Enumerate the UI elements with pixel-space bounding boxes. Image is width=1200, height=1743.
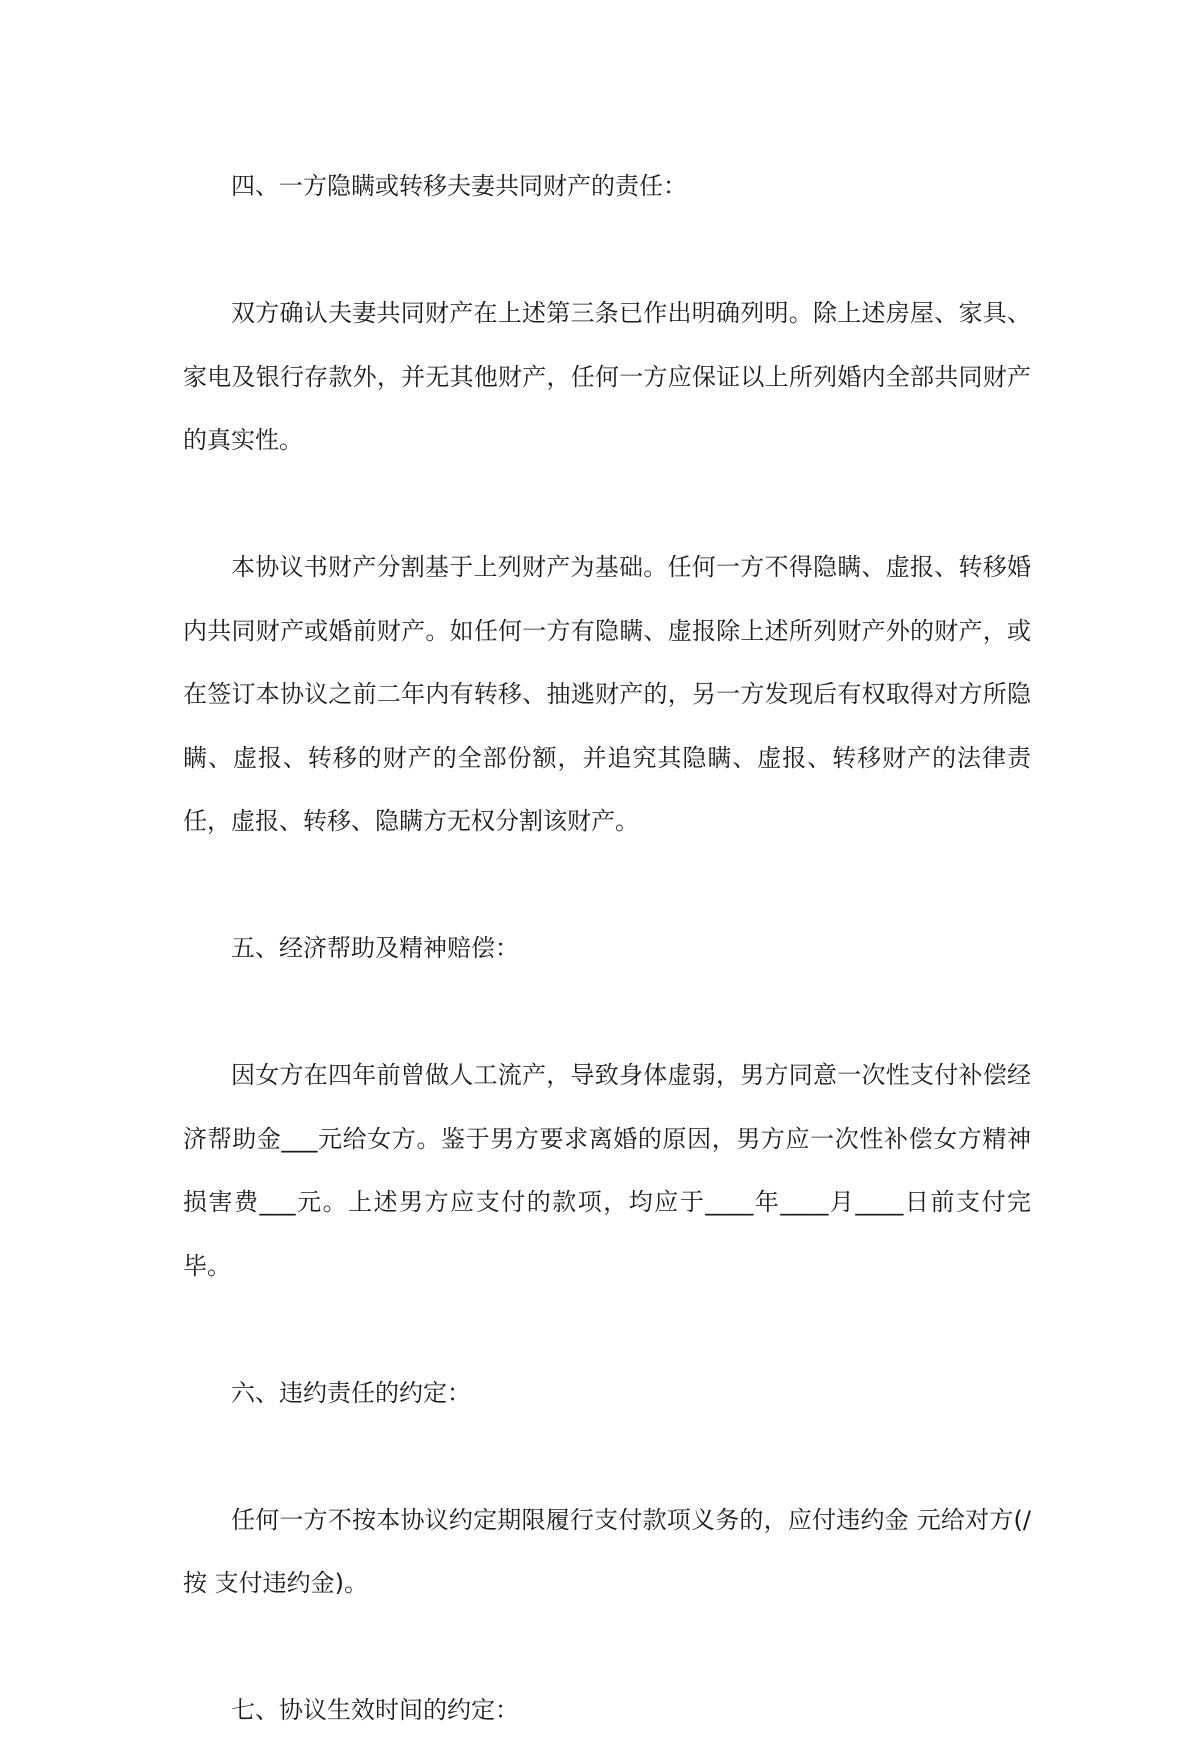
section-4-heading: 四、一方隐瞒或转移夫妻共同财产的责任： bbox=[231, 172, 687, 200]
section-7-heading: 七、协议生效时间的约定： bbox=[231, 1696, 519, 1724]
section-4-paragraph-2: 本协议书财产分割基于上列财产为基础。任何一方不得隐瞒、虚报、转移婚内共同财产或婚前财产。如任何一方有隐瞒、虚报除上述所列财产外的财产，或在签订本协议之前二年内有转移、抽逃财产的，另一方发现后有权取得对方所隐瞒、虚报、转移的财产的全部份额，并追究其隐瞒、虚报、转移财产的法律责任，虚报、转移、隐瞒方无权分割该财产。 bbox=[183, 553, 1031, 835]
document-page bbox=[183, 155, 1031, 1743]
section-6-heading: 六、违约责任的约定： bbox=[231, 1378, 471, 1407]
section-5-heading: 五、经济帮助及精神赔偿： bbox=[231, 934, 519, 962]
section-4-paragraph-1: 双方确认夫妻共同财产在上述第三条已作出明确列明。除上述房屋、家具、家电及银行存款外，并无其他财产，任何一方应保证以上所列婚内全部共同财产的真实性。 bbox=[183, 299, 1031, 454]
section-5-paragraph-1: 因女方在四年前曾做人工流产，导致身体虚弱，男方同意一次性支付补偿经济帮助金___元给女方。鉴于男方要求离婚的原因，男方应一次性补偿女方精神损害费___元。上述男方应支付的款项，均应于____年____月____日前支付完毕。 bbox=[183, 1061, 1031, 1280]
section-6-paragraph-1: 任何一方不按本协议约定期限履行支付款项义务的，应付违约金 元给对方(/按 支付违约金)。 bbox=[183, 1505, 1031, 1597]
